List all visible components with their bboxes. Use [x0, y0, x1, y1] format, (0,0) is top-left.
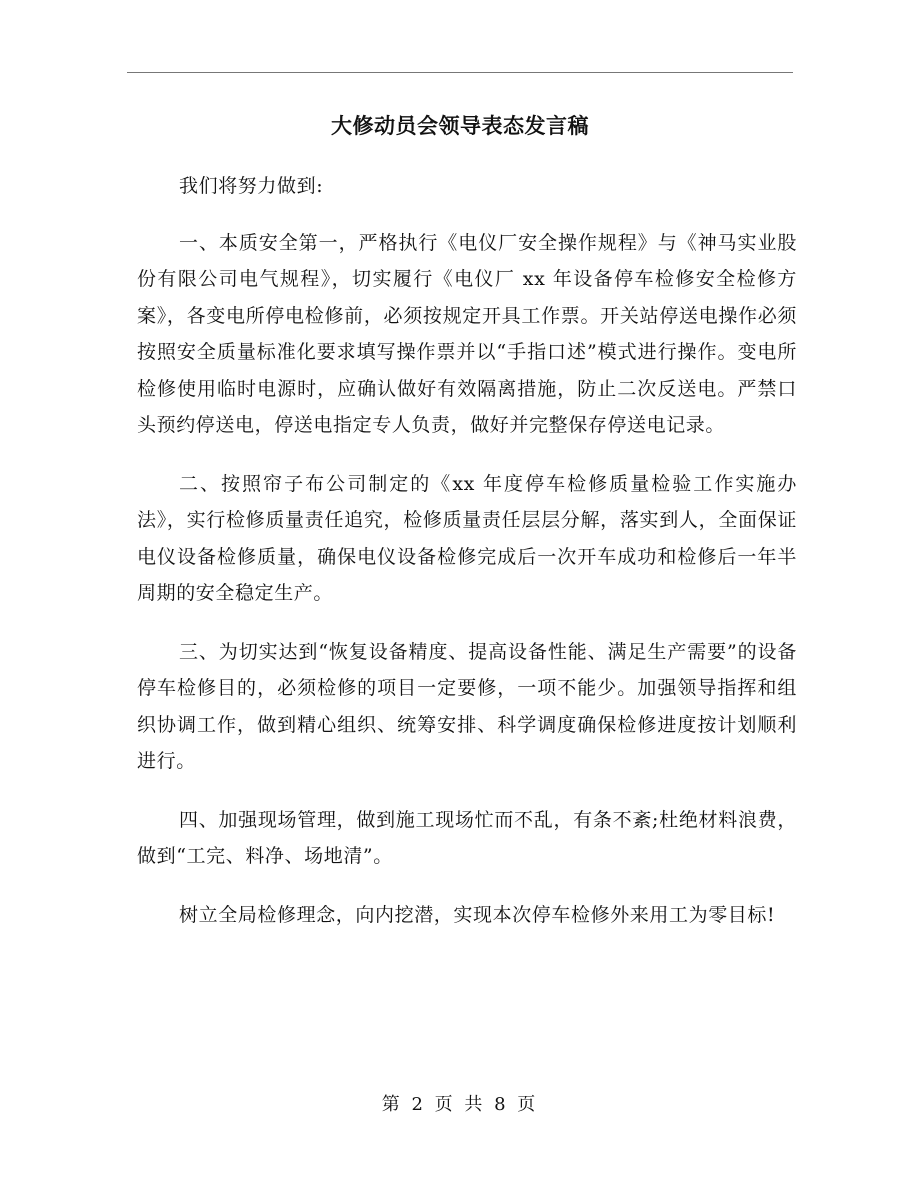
paragraph-closing: 树立全局检修理念，向内挖潜，实现本次停车检修外来用工为零目标!: [179, 903, 776, 926]
paragraph-item-2: 二、按照帘子布公司制定的《xx 年度停车检修质量检验工作实施办法》，实行检修质量责任追究，检修质量责任层层分解，落实到人，全面保证电仪设备检修质量，确保电仪设备检修完成后一次开车成功和检修后一年半周期的安全稳定生产。: [137, 472, 797, 604]
paragraph-item-1: 一、本质安全第一，严格执行《电仪厂安全操作规程》与《神马实业股份有限公司电气规程》，切实履行《电仪厂 xx 年设备停车检修安全检修方案》，各变电所停电检修前，必须按规定开具工作票。开关站停送电操作必须按照安全质量标准化要求填写操作票并以“手指口述”模式进行操作。变电所检修使用临时电源时，应确认做好有效隔离措施，防止二次反送电。严禁口头预约停送电，停送电指定专人负责，做好并完整保存停送电记录。: [137, 231, 797, 436]
paragraph-item-4: 四、加强现场管理，做到施工现场忙而不乱，有条不紊;杜绝材料浪费，做到“工完、料净、场地清”。: [137, 808, 797, 867]
paragraph-item-3: 三、为切实达到“恢复设备精度、提高设备性能、满足生产需要”的设备停车检修目的，必须检修的项目一定要修，一项不能少。加强领导指挥和组织协调工作，做到精心组织、统筹安排、科学调度确保检修进度按计划顺利进行。: [137, 640, 797, 772]
header-rule: [127, 72, 793, 73]
page-number: 第 2 页 共 8 页: [381, 1094, 539, 1115]
paragraph-intro: 我们将努力做到:: [179, 175, 324, 197]
document-title: 大修动员会领导表态发言稿: [331, 114, 589, 138]
document-body: [137, 168, 797, 955]
